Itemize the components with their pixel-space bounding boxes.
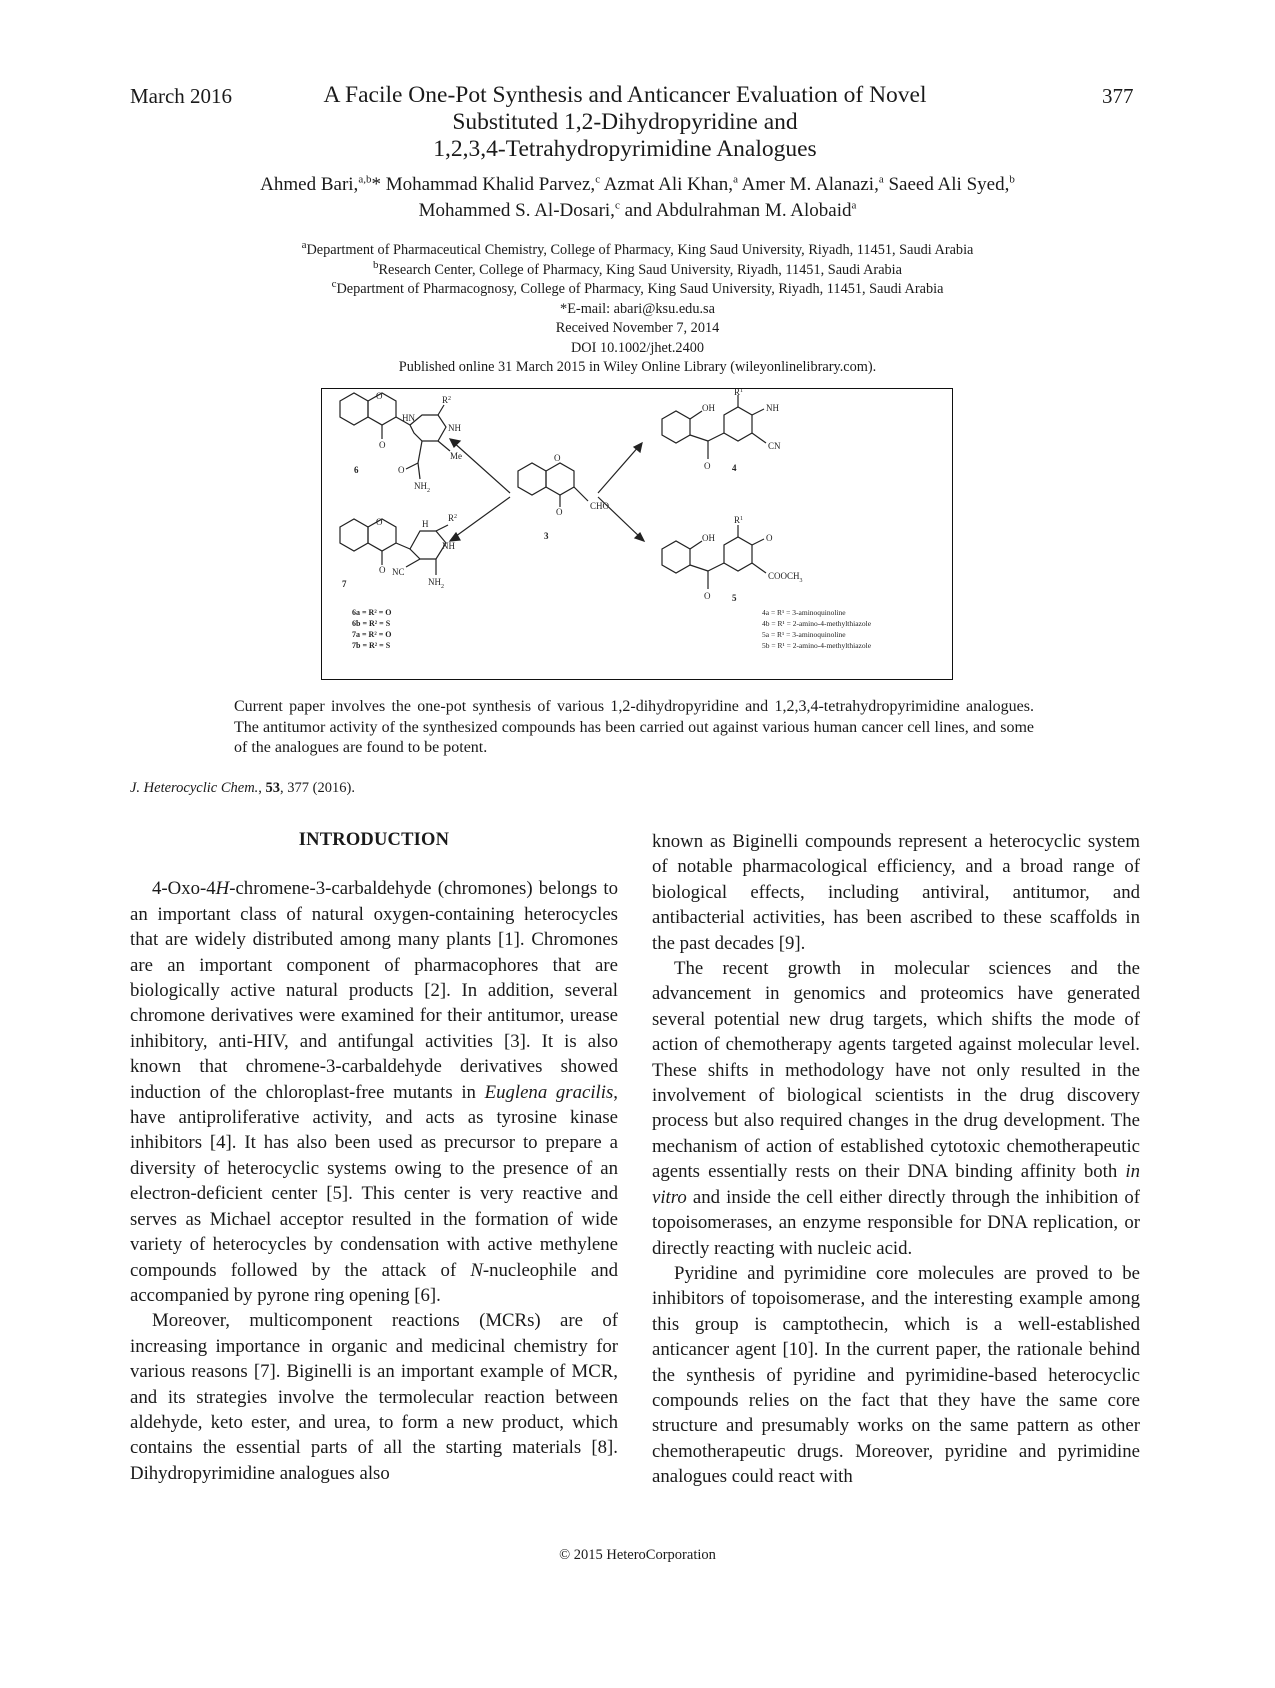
label-compound-7: 7 xyxy=(342,579,347,589)
label-o-6c: O xyxy=(398,465,405,475)
paragraph-1: 4-Oxo-4H-chromene-3-carbaldehyde (chromones) belongs to an important class of natural oxygen-containing heterocycles that are widely distributed among many plants [1]. Chromones are an important component of pharmacophores that are biologically active natural products [2]. In addition, several chromone derivatives were examined for their antitumor, urease inhibitory, anti-HIV, and antifungal activities [3]. It is also known that chromene-3-carbaldehyde derivatives showed induction of the chloroplast-free mutants in Euglena gracilis, have antiproliferative activity, and acts as tyrosine kinase inhibitors [4]. It has also been used as precursor to prepare a diversity of heterocyclic systems owing to the presence of an electron-deficient center [5]. This center is very reactive and serves as Michael acceptor resulted in the formation of wide variety of heterocycles by condensation with active methylene compounds followed by the attack of N-nucleophile and accompanied by pyrone ring opening [6]. xyxy=(130,878,618,1306)
author-list xyxy=(150,172,1125,224)
legend-7b: 7b = R² = S xyxy=(352,641,391,650)
paragraph-2: Moreover, multicomponent reactions (MCRs) are of increasing importance in organic and medicinal chemistry for various reasons [7]. Biginelli is an important example of MCR, and its strategies involve the termolecular reaction between aldehyde, keto ester, and urea, to form a new product, which contains the essential parts of all the starting materials [8]. Dihydropyrimidine analogues also xyxy=(130,1310,618,1484)
author-7: and Abdulrahman M. Alobaid xyxy=(619,200,852,221)
published-note: Published online 31 March 2015 in Wiley Online Library (wileyonlinelibrary.com). xyxy=(398,359,877,375)
author-6: Mohammed S. Al-Dosari, xyxy=(418,200,615,221)
journal-volume: 53 xyxy=(265,780,281,796)
author-4-affil: a xyxy=(878,173,884,186)
label-compound-6: 6 xyxy=(354,465,359,475)
author-3-affil: a xyxy=(733,173,738,186)
legend-5a: 5a = R¹ = 3-aminoquinoline xyxy=(762,630,846,639)
label-nh-4: NH xyxy=(766,403,779,413)
legend-7a: 7a = R² = O xyxy=(352,630,392,639)
affiliation-b: $^b$Research Center, College of Pharmacy, King Saud University, Riyadh, 11451, Saudi Arabia xyxy=(372,258,903,278)
label-compound-5: 5 xyxy=(732,593,737,603)
citation-rest: , 377 (2016). xyxy=(280,780,355,796)
label-r1-4: $R^1$ xyxy=(734,389,744,397)
label-cho: CHO xyxy=(590,501,610,511)
page-number: 377 xyxy=(1102,84,1134,108)
label-o-6b: O xyxy=(379,440,386,450)
affiliation-a: $^a$Department of Pharmaceutical Chemistry, College of Pharmacy, King Saud University, Riyadh, 11451, Saudi Arabia xyxy=(301,239,974,258)
label-nh2-6: $NH_2$ xyxy=(414,481,430,494)
author-2: Mohammad Khalid Parvez, xyxy=(380,174,596,195)
scheme-legend-left xyxy=(352,608,392,650)
graphical-abstract-scheme xyxy=(321,388,953,680)
label-nh2-7: $NH_2$ xyxy=(428,577,444,590)
paper-title xyxy=(280,82,970,163)
label-compound-4: 4 xyxy=(732,463,737,473)
compound-3-structure xyxy=(518,463,588,507)
label-o-5b: O xyxy=(766,533,773,543)
affiliation-c: $^c$Department of Pharmacognosy, College of Pharmacy, King Saud University, Riyadh, 11451, Saudi Arabia xyxy=(331,278,944,297)
legend-4b: 4b = R¹ = 2-amino-4-methylthiazole xyxy=(762,619,872,628)
journal-citation: J. Heterocyclic Chem., 53, 377 (2016). xyxy=(130,780,355,796)
label-r1-5: $R^1$ xyxy=(734,515,744,525)
author-1: Ahmed Bari, xyxy=(260,174,359,195)
label-h-7: H xyxy=(422,519,429,529)
label-o-7: O xyxy=(376,517,383,527)
label-o-3b: O xyxy=(556,507,563,517)
running-date: March 2016 xyxy=(130,84,233,108)
label-r2-7: $R^2$ xyxy=(448,513,458,523)
author-3: Azmat Ali Khan, xyxy=(600,174,734,195)
author-5: Saeed Ali Syed, xyxy=(883,174,1010,195)
right-column xyxy=(652,829,1140,1490)
received-date: Received November 7, 2014 xyxy=(555,320,720,336)
paragraph-3: known as Biginelli compounds represent a heterocyclic system of notable pharmacological efficiency, and a broad range of biological effects, including antiviral, antitumor, and antibacterial activities, has been ascribed to these scaffolds in the past decades [9]. xyxy=(652,831,1140,954)
reaction-arrows xyxy=(450,439,644,541)
title-line-1: A Facile One-Pot Synthesis and Anticancer Evaluation of Novel xyxy=(323,82,927,108)
title-line-2: Substituted 1,2-Dihydropyridine and xyxy=(452,109,798,135)
author-2-affil: c xyxy=(595,173,601,186)
affiliations xyxy=(150,241,1125,378)
label-oh-5: OH xyxy=(702,533,715,543)
section-heading-introduction: INTRODUCTION xyxy=(298,830,450,850)
label-o-4: O xyxy=(704,461,711,471)
author-5-affil: b xyxy=(1009,173,1015,186)
paragraph-5: Pyridine and pyrimidine core molecules are proved to be inhibitors of topoisomerase, and the interesting example among this group is camptothecin, which is a well-established anticancer agent [10]. In the current paper, the rationale behind the synthesis of pyridine and pyrimidine-based heterocyclic compounds relies on the fact that they have the same core structure and presumably works on the same pattern as other chemotherapeutic drugs. Moreover, pyridine and pyrimidine analogues could react with xyxy=(652,1262,1140,1488)
label-nc-7: NC xyxy=(392,567,405,577)
copyright-footer: © 2015 HeteroCorporation xyxy=(559,1547,716,1563)
author-4: Amer M. Alanazi, xyxy=(737,174,879,195)
author-1-affil: a,b xyxy=(358,173,372,186)
author-7-affil: a xyxy=(851,199,857,212)
label-o-6: O xyxy=(376,391,383,401)
left-column xyxy=(130,828,618,1486)
contact-email[interactable]: *E-mail: abari@ksu.edu.sa xyxy=(560,300,715,317)
label-cn-4: CN xyxy=(768,441,781,451)
label-nh-7: NH xyxy=(442,541,455,551)
label-hn-6: HN xyxy=(402,413,415,423)
label-r2-6: $R^2$ xyxy=(442,395,452,405)
doi[interactable]: DOI 10.1002/jhet.2400 xyxy=(570,339,705,356)
paragraph-4: The recent growth in molecular sciences and the advancement in genomics and proteomics have generated several potential new drug targets, which shifts the mode of action of chemotherapy agents targeted against molecular level. These shifts in methodology have not only resulted in the involvement of biological scientists in the drug discovery process but also required changes in the drug development. The mechanism of action of established cytotoxic chemotherapeutic agents essentially rests on their DNA binding affinity both in vitro and inside the cell either directly through the inhibition of topoisomerases, an enzyme responsible for DNA replication, or directly reacting with nucleic acid. xyxy=(652,958,1140,1259)
reaction-scheme-svg xyxy=(322,389,951,678)
corresponding-mark: * xyxy=(371,174,381,195)
label-o-7b: O xyxy=(379,565,386,575)
label-cooch3: $COOCH_3$ xyxy=(768,571,803,584)
scheme-legend-right xyxy=(762,608,872,650)
legend-4a: 4a = R¹ = 3-aminoquinoline xyxy=(762,608,846,617)
label-o-5: O xyxy=(704,591,711,601)
journal-name: J. Heterocyclic Chem. xyxy=(130,780,259,796)
legend-6b: 6b = R² = S xyxy=(352,619,391,628)
label-compound-3: 3 xyxy=(544,531,549,541)
legend-5b: 5b = R¹ = 2-amino-4-methylthiazole xyxy=(762,641,872,650)
label-oh-4: OH xyxy=(702,403,715,413)
graphical-abstract-caption: Current paper involves the one-pot synthesis of various 1,2-dihydropyridine and 1,2,3,4-tetrahydropyrimidine analogues. The antitumor activity of the synthesized compounds has been carried out against various human cancer cell lines, and some of the analogues are found to be potent. xyxy=(234,698,1034,756)
label-me: Me xyxy=(450,451,462,461)
legend-6a: 6a = R² = O xyxy=(352,608,392,617)
label-o-3: O xyxy=(554,453,561,463)
author-6-affil: c xyxy=(614,199,620,212)
label-nh-6: NH xyxy=(448,423,461,433)
title-line-3: 1,2,3,4-Tetrahydropyrimidine Analogues xyxy=(433,136,817,162)
